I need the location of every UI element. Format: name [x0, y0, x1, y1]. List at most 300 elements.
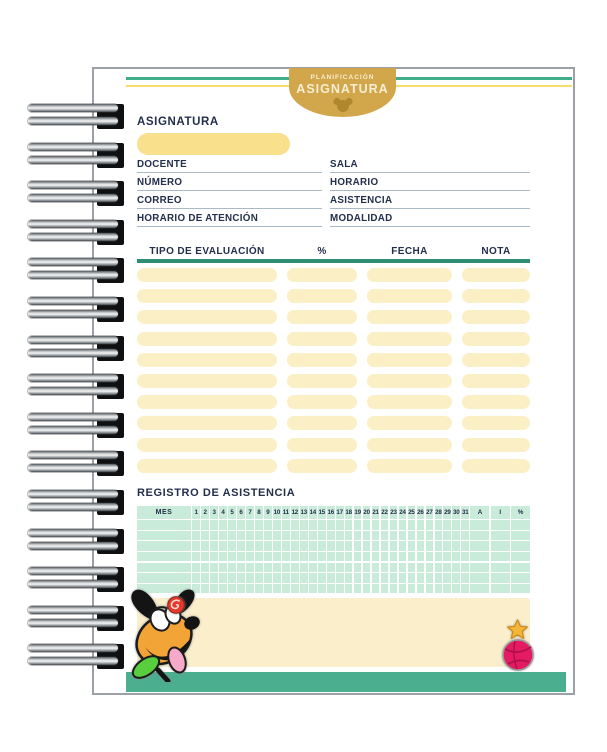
- eval-blank-pill[interactable]: [137, 289, 277, 303]
- attendance-cell[interactable]: [228, 563, 236, 572]
- attendance-cell[interactable]: [237, 552, 245, 561]
- attendance-cell[interactable]: [363, 584, 371, 593]
- attendance-cell[interactable]: [408, 541, 416, 550]
- attendance-cell[interactable]: [336, 531, 344, 540]
- attendance-cell[interactable]: [336, 563, 344, 572]
- attendance-cell[interactable]: [461, 552, 469, 561]
- attendance-cell[interactable]: [426, 552, 434, 561]
- attendance-cell[interactable]: [219, 541, 227, 550]
- attendance-cell[interactable]: [237, 563, 245, 572]
- attendance-cell[interactable]: [491, 531, 510, 540]
- attendance-cell[interactable]: [228, 520, 236, 529]
- attendance-cell[interactable]: [461, 563, 469, 572]
- attendance-cell[interactable]: [219, 552, 227, 561]
- attendance-cell[interactable]: [435, 552, 443, 561]
- attendance-cell[interactable]: [408, 573, 416, 582]
- eval-blank-pill[interactable]: [287, 459, 357, 473]
- attendance-cell[interactable]: [255, 552, 263, 561]
- attendance-cell[interactable]: [426, 573, 434, 582]
- attendance-cell[interactable]: [417, 573, 425, 582]
- eval-blank-pill[interactable]: [367, 310, 452, 324]
- attendance-cell[interactable]: [201, 552, 209, 561]
- attendance-cell[interactable]: [300, 584, 308, 593]
- attendance-cell[interactable]: [452, 531, 460, 540]
- attendance-cell[interactable]: [255, 573, 263, 582]
- attendance-cell[interactable]: [318, 573, 326, 582]
- attendance-cell[interactable]: [300, 563, 308, 572]
- attendance-cell[interactable]: [291, 563, 299, 572]
- attendance-cell[interactable]: [318, 531, 326, 540]
- info-field-row[interactable]: [330, 155, 530, 173]
- attendance-cell[interactable]: [192, 563, 200, 572]
- attendance-cell[interactable]: [210, 531, 218, 540]
- attendance-cell[interactable]: [237, 520, 245, 529]
- attendance-cell[interactable]: [399, 584, 407, 593]
- attendance-cell[interactable]: [426, 541, 434, 550]
- attendance-cell[interactable]: [426, 531, 434, 540]
- attendance-cell[interactable]: [381, 573, 389, 582]
- attendance-cell[interactable]: [399, 531, 407, 540]
- attendance-cell[interactable]: [491, 584, 510, 593]
- attendance-cell[interactable]: [491, 520, 510, 529]
- attendance-cell[interactable]: [470, 563, 489, 572]
- attendance-cell[interactable]: [461, 531, 469, 540]
- eval-blank-pill[interactable]: [137, 310, 277, 324]
- attendance-cell[interactable]: [282, 541, 290, 550]
- attendance-cell[interactable]: [426, 584, 434, 593]
- attendance-cell[interactable]: [137, 573, 191, 582]
- attendance-cell[interactable]: [491, 573, 510, 582]
- attendance-cell[interactable]: [237, 541, 245, 550]
- spiral-wire: [28, 464, 118, 472]
- attendance-cell[interactable]: [354, 520, 362, 529]
- attendance-cell[interactable]: [291, 573, 299, 582]
- attendance-cell[interactable]: [210, 541, 218, 550]
- attendance-cell[interactable]: [511, 584, 530, 593]
- attendance-cell[interactable]: [417, 531, 425, 540]
- attendance-cell[interactable]: [327, 531, 335, 540]
- attendance-cell[interactable]: [491, 541, 510, 550]
- attendance-cell[interactable]: [408, 531, 416, 540]
- attendance-cell[interactable]: [210, 573, 218, 582]
- attendance-cell[interactable]: [511, 563, 530, 572]
- attendance-cell[interactable]: [327, 584, 335, 593]
- attendance-cell[interactable]: [228, 541, 236, 550]
- info-field-row[interactable]: [330, 209, 530, 227]
- attendance-cell[interactable]: [264, 552, 272, 561]
- attendance-cell[interactable]: [372, 531, 380, 540]
- attendance-cell[interactable]: [309, 552, 317, 561]
- attendance-cell[interactable]: [246, 520, 254, 529]
- attendance-cell[interactable]: [246, 541, 254, 550]
- attendance-cell[interactable]: [381, 552, 389, 561]
- attendance-cell[interactable]: [452, 552, 460, 561]
- attendance-cell[interactable]: [354, 531, 362, 540]
- attendance-cell[interactable]: [291, 584, 299, 593]
- attendance-cell[interactable]: [354, 584, 362, 593]
- eval-blank-pill[interactable]: [462, 459, 530, 473]
- attendance-cell[interactable]: [363, 520, 371, 529]
- attendance-cell[interactable]: [461, 541, 469, 550]
- attendance-cell[interactable]: [470, 520, 489, 529]
- attendance-cell[interactable]: [345, 563, 353, 572]
- attendance-cell[interactable]: [372, 563, 380, 572]
- attendance-cell[interactable]: [137, 563, 191, 572]
- attendance-cell[interactable]: [491, 563, 510, 572]
- eval-blank-pill[interactable]: [462, 310, 530, 324]
- attendance-cell[interactable]: [309, 584, 317, 593]
- attendance-cell[interactable]: [381, 541, 389, 550]
- attendance-cell[interactable]: [345, 520, 353, 529]
- attendance-cell[interactable]: [273, 541, 281, 550]
- attendance-cell[interactable]: [336, 552, 344, 561]
- attendance-cell[interactable]: [408, 552, 416, 561]
- attendance-cell[interactable]: [435, 563, 443, 572]
- eval-blank-pill[interactable]: [462, 438, 530, 452]
- attendance-cell[interactable]: [264, 531, 272, 540]
- attendance-cell[interactable]: [300, 520, 308, 529]
- attendance-cell[interactable]: [390, 552, 398, 561]
- attendance-cell[interactable]: [291, 541, 299, 550]
- attendance-cell[interactable]: [336, 520, 344, 529]
- attendance-cell[interactable]: [470, 573, 489, 582]
- attendance-cell[interactable]: [264, 520, 272, 529]
- eval-blank-pill[interactable]: [287, 353, 357, 367]
- attendance-cell[interactable]: [399, 552, 407, 561]
- eval-blank-pill[interactable]: [287, 395, 357, 409]
- attendance-cell[interactable]: [264, 584, 272, 593]
- attendance-cell[interactable]: [228, 552, 236, 561]
- attendance-cell[interactable]: [192, 541, 200, 550]
- attendance-cell[interactable]: [336, 573, 344, 582]
- attendance-cell[interactable]: [300, 573, 308, 582]
- attendance-cell[interactable]: [192, 573, 200, 582]
- attendance-cell[interactable]: [219, 584, 227, 593]
- attendance-cell[interactable]: [381, 531, 389, 540]
- attendance-cell[interactable]: [192, 552, 200, 561]
- eval-blank-pill[interactable]: [287, 438, 357, 452]
- attendance-cell[interactable]: [255, 563, 263, 572]
- attendance-cell[interactable]: [408, 520, 416, 529]
- attendance-day-header: 23: [390, 506, 398, 519]
- attendance-cell[interactable]: [282, 563, 290, 572]
- info-field-label: HORARIO: [330, 177, 379, 188]
- attendance-cell[interactable]: [408, 563, 416, 572]
- eval-blank-pill[interactable]: [287, 289, 357, 303]
- attendance-cell[interactable]: [300, 541, 308, 550]
- eval-blank-pill[interactable]: [462, 416, 530, 430]
- attendance-cell[interactable]: [282, 520, 290, 529]
- attendance-cell[interactable]: [219, 531, 227, 540]
- attendance-cell[interactable]: [452, 520, 460, 529]
- attendance-cell[interactable]: [345, 552, 353, 561]
- attendance-cell[interactable]: [345, 541, 353, 550]
- attendance-cell[interactable]: [417, 541, 425, 550]
- eval-blank-pill[interactable]: [462, 374, 530, 388]
- attendance-cell[interactable]: [354, 541, 362, 550]
- attendance-cell[interactable]: [443, 531, 451, 540]
- attendance-cell[interactable]: [309, 531, 317, 540]
- attendance-cell[interactable]: [246, 531, 254, 540]
- spiral-wire: [28, 451, 118, 459]
- attendance-cell[interactable]: [452, 584, 460, 593]
- attendance-cell[interactable]: [511, 520, 530, 529]
- attendance-cell[interactable]: [443, 563, 451, 572]
- attendance-cell[interactable]: [137, 552, 191, 561]
- attendance-cell[interactable]: [461, 520, 469, 529]
- attendance-cell[interactable]: [246, 573, 254, 582]
- eval-blank-pill[interactable]: [367, 459, 452, 473]
- attendance-day-header: 17: [336, 506, 344, 519]
- eval-blank-pill[interactable]: [137, 395, 277, 409]
- attendance-cell[interactable]: [309, 573, 317, 582]
- attendance-cell[interactable]: [354, 573, 362, 582]
- attendance-cell[interactable]: [210, 584, 218, 593]
- attendance-cell[interactable]: [435, 573, 443, 582]
- attendance-cell[interactable]: [336, 541, 344, 550]
- eval-blank-pill[interactable]: [287, 416, 357, 430]
- attendance-cell[interactable]: [291, 552, 299, 561]
- attendance-cell[interactable]: [273, 573, 281, 582]
- attendance-cell[interactable]: [318, 520, 326, 529]
- eval-blank-pill[interactable]: [137, 459, 277, 473]
- attendance-cell[interactable]: [210, 552, 218, 561]
- eval-blank-pill[interactable]: [287, 310, 357, 324]
- attendance-cell[interactable]: [511, 541, 530, 550]
- attendance-cell[interactable]: [273, 584, 281, 593]
- attendance-cell[interactable]: [390, 541, 398, 550]
- attendance-cell[interactable]: [372, 520, 380, 529]
- attendance-cell[interactable]: [246, 563, 254, 572]
- attendance-cell[interactable]: [452, 563, 460, 572]
- attendance-cell[interactable]: [372, 552, 380, 561]
- attendance-cell[interactable]: [318, 584, 326, 593]
- attendance-cell[interactable]: [452, 541, 460, 550]
- info-field-row[interactable]: [137, 209, 322, 227]
- eval-blank-pill[interactable]: [462, 268, 530, 282]
- eval-blank-pill[interactable]: [137, 332, 277, 346]
- info-field-row[interactable]: [137, 191, 322, 209]
- eval-blank-pill[interactable]: [137, 374, 277, 388]
- attendance-cell[interactable]: [219, 520, 227, 529]
- attendance-cell[interactable]: [399, 563, 407, 572]
- attendance-cell[interactable]: [282, 531, 290, 540]
- eval-blank-pill[interactable]: [367, 332, 452, 346]
- eval-blank-pill[interactable]: [137, 438, 277, 452]
- attendance-cell[interactable]: [470, 541, 489, 550]
- attendance-cell[interactable]: [417, 552, 425, 561]
- attendance-cell[interactable]: [399, 541, 407, 550]
- attendance-cell[interactable]: [192, 531, 200, 540]
- eval-blank-pill[interactable]: [462, 332, 530, 346]
- attendance-cell[interactable]: [246, 552, 254, 561]
- attendance-cell[interactable]: [318, 563, 326, 572]
- attendance-cell[interactable]: [390, 573, 398, 582]
- attendance-cell[interactable]: [246, 584, 254, 593]
- attendance-cell[interactable]: [372, 573, 380, 582]
- eval-blank-pill[interactable]: [462, 395, 530, 409]
- eval-blank-pill[interactable]: [367, 268, 452, 282]
- attendance-cell[interactable]: [363, 573, 371, 582]
- attendance-cell[interactable]: [443, 541, 451, 550]
- attendance-cell[interactable]: [219, 573, 227, 582]
- info-field-row[interactable]: [137, 173, 322, 191]
- attendance-cell[interactable]: [137, 541, 191, 550]
- attendance-cell[interactable]: [192, 520, 200, 529]
- attendance-cell[interactable]: [137, 520, 191, 529]
- attendance-cell[interactable]: [327, 563, 335, 572]
- attendance-cell[interactable]: [201, 563, 209, 572]
- attendance-cell[interactable]: [470, 584, 489, 593]
- eval-blank-pill[interactable]: [367, 395, 452, 409]
- attendance-cell[interactable]: [372, 584, 380, 593]
- attendance-cell[interactable]: [201, 541, 209, 550]
- attendance-cell[interactable]: [435, 531, 443, 540]
- attendance-cell[interactable]: [390, 531, 398, 540]
- info-field-row[interactable]: [330, 191, 530, 209]
- attendance-cell[interactable]: [381, 584, 389, 593]
- attendance-cell[interactable]: [282, 552, 290, 561]
- attendance-cell[interactable]: [363, 541, 371, 550]
- eval-blank-pill[interactable]: [462, 353, 530, 367]
- attendance-cell[interactable]: [273, 563, 281, 572]
- attendance-cell[interactable]: [443, 573, 451, 582]
- eval-blank-pill[interactable]: [367, 438, 452, 452]
- attendance-cell[interactable]: [300, 552, 308, 561]
- attendance-cell[interactable]: [363, 531, 371, 540]
- attendance-cell[interactable]: [381, 563, 389, 572]
- attendance-cell[interactable]: [443, 584, 451, 593]
- attendance-cell[interactable]: [210, 563, 218, 572]
- attendance-cell[interactable]: [228, 573, 236, 582]
- attendance-cell[interactable]: [452, 573, 460, 582]
- info-field-row[interactable]: [137, 155, 322, 173]
- attendance-cell[interactable]: [390, 584, 398, 593]
- eval-blank-pill[interactable]: [367, 416, 452, 430]
- attendance-cell[interactable]: [363, 563, 371, 572]
- attendance-cell[interactable]: [264, 541, 272, 550]
- subject-input-pill[interactable]: [137, 133, 290, 155]
- attendance-cell[interactable]: [228, 584, 236, 593]
- attendance-cell[interactable]: [255, 520, 263, 529]
- attendance-cell[interactable]: [443, 520, 451, 529]
- attendance-cell[interactable]: [201, 520, 209, 529]
- attendance-cell[interactable]: [461, 584, 469, 593]
- attendance-cell[interactable]: [345, 584, 353, 593]
- attendance-cell[interactable]: [435, 541, 443, 550]
- attendance-cell[interactable]: [201, 573, 209, 582]
- attendance-cell[interactable]: [237, 531, 245, 540]
- attendance-cell[interactable]: [336, 584, 344, 593]
- info-field-row[interactable]: [330, 173, 530, 191]
- attendance-cell[interactable]: [237, 573, 245, 582]
- attendance-cell[interactable]: [511, 531, 530, 540]
- attendance-cell[interactable]: [417, 584, 425, 593]
- attendance-cell[interactable]: [435, 520, 443, 529]
- attendance-cell[interactable]: [399, 520, 407, 529]
- eval-blank-pill[interactable]: [367, 289, 452, 303]
- coil: [28, 374, 124, 400]
- spiral-wire: [28, 117, 118, 125]
- attendance-cell[interactable]: [219, 563, 227, 572]
- attendance-cell[interactable]: [300, 531, 308, 540]
- attendance-cell[interactable]: [255, 541, 263, 550]
- attendance-cell[interactable]: [417, 520, 425, 529]
- eval-blank-pill[interactable]: [287, 268, 357, 282]
- subject-label: ASIGNATURA: [137, 116, 219, 128]
- attendance-cell[interactable]: [417, 563, 425, 572]
- eval-blank-pill[interactable]: [137, 416, 277, 430]
- attendance-cell[interactable]: [291, 531, 299, 540]
- attendance-cell[interactable]: [318, 552, 326, 561]
- attendance-cell[interactable]: [282, 573, 290, 582]
- attendance-cell[interactable]: [282, 584, 290, 593]
- attendance-cell[interactable]: [461, 573, 469, 582]
- attendance-cell[interactable]: [210, 520, 218, 529]
- eval-blank-pill[interactable]: [287, 374, 357, 388]
- attendance-cell[interactable]: [399, 573, 407, 582]
- attendance-cell[interactable]: [201, 531, 209, 540]
- attendance-cell[interactable]: [327, 541, 335, 550]
- attendance-cell[interactable]: [318, 541, 326, 550]
- attendance-cell[interactable]: [381, 520, 389, 529]
- attendance-cell[interactable]: [309, 541, 317, 550]
- attendance-cell[interactable]: [273, 552, 281, 561]
- attendance-cell[interactable]: [309, 520, 317, 529]
- eval-blank-pill[interactable]: [462, 289, 530, 303]
- attendance-cell[interactable]: [390, 563, 398, 572]
- attendance-cell[interactable]: [435, 584, 443, 593]
- attendance-cell[interactable]: [354, 552, 362, 561]
- eval-blank-pill[interactable]: [367, 353, 452, 367]
- attendance-cell[interactable]: [390, 520, 398, 529]
- attendance-cell[interactable]: [345, 573, 353, 582]
- attendance-cell[interactable]: [327, 520, 335, 529]
- attendance-cell[interactable]: [255, 584, 263, 593]
- attendance-cell[interactable]: [354, 563, 362, 572]
- attendance-cell[interactable]: [264, 573, 272, 582]
- attendance-cell[interactable]: [491, 552, 510, 561]
- attendance-cell[interactable]: [372, 541, 380, 550]
- attendance-cell[interactable]: [273, 520, 281, 529]
- eval-blank-pill[interactable]: [287, 332, 357, 346]
- attendance-cell[interactable]: [228, 531, 236, 540]
- attendance-cell[interactable]: [255, 531, 263, 540]
- attendance-day-header: 6: [237, 506, 245, 519]
- eval-blank-pill[interactable]: [137, 353, 277, 367]
- eval-blank-pill[interactable]: [137, 268, 277, 282]
- attendance-cell[interactable]: [470, 531, 489, 540]
- attendance-cell[interactable]: [327, 552, 335, 561]
- attendance-cell[interactable]: [511, 552, 530, 561]
- attendance-cell[interactable]: [443, 552, 451, 561]
- attendance-cell[interactable]: [264, 563, 272, 572]
- attendance-cell[interactable]: [426, 563, 434, 572]
- attendance-cell[interactable]: [426, 520, 434, 529]
- eval-blank-pill[interactable]: [367, 374, 452, 388]
- attendance-cell[interactable]: [345, 531, 353, 540]
- attendance-cell[interactable]: [237, 584, 245, 593]
- attendance-cell[interactable]: [137, 531, 191, 540]
- attendance-cell[interactable]: [470, 552, 489, 561]
- attendance-cell[interactable]: [511, 573, 530, 582]
- attendance-cell[interactable]: [327, 573, 335, 582]
- attendance-cell[interactable]: [408, 584, 416, 593]
- attendance-cell[interactable]: [273, 531, 281, 540]
- attendance-cell[interactable]: [363, 552, 371, 561]
- attendance-cell[interactable]: [291, 520, 299, 529]
- attendance-cell[interactable]: [309, 563, 317, 572]
